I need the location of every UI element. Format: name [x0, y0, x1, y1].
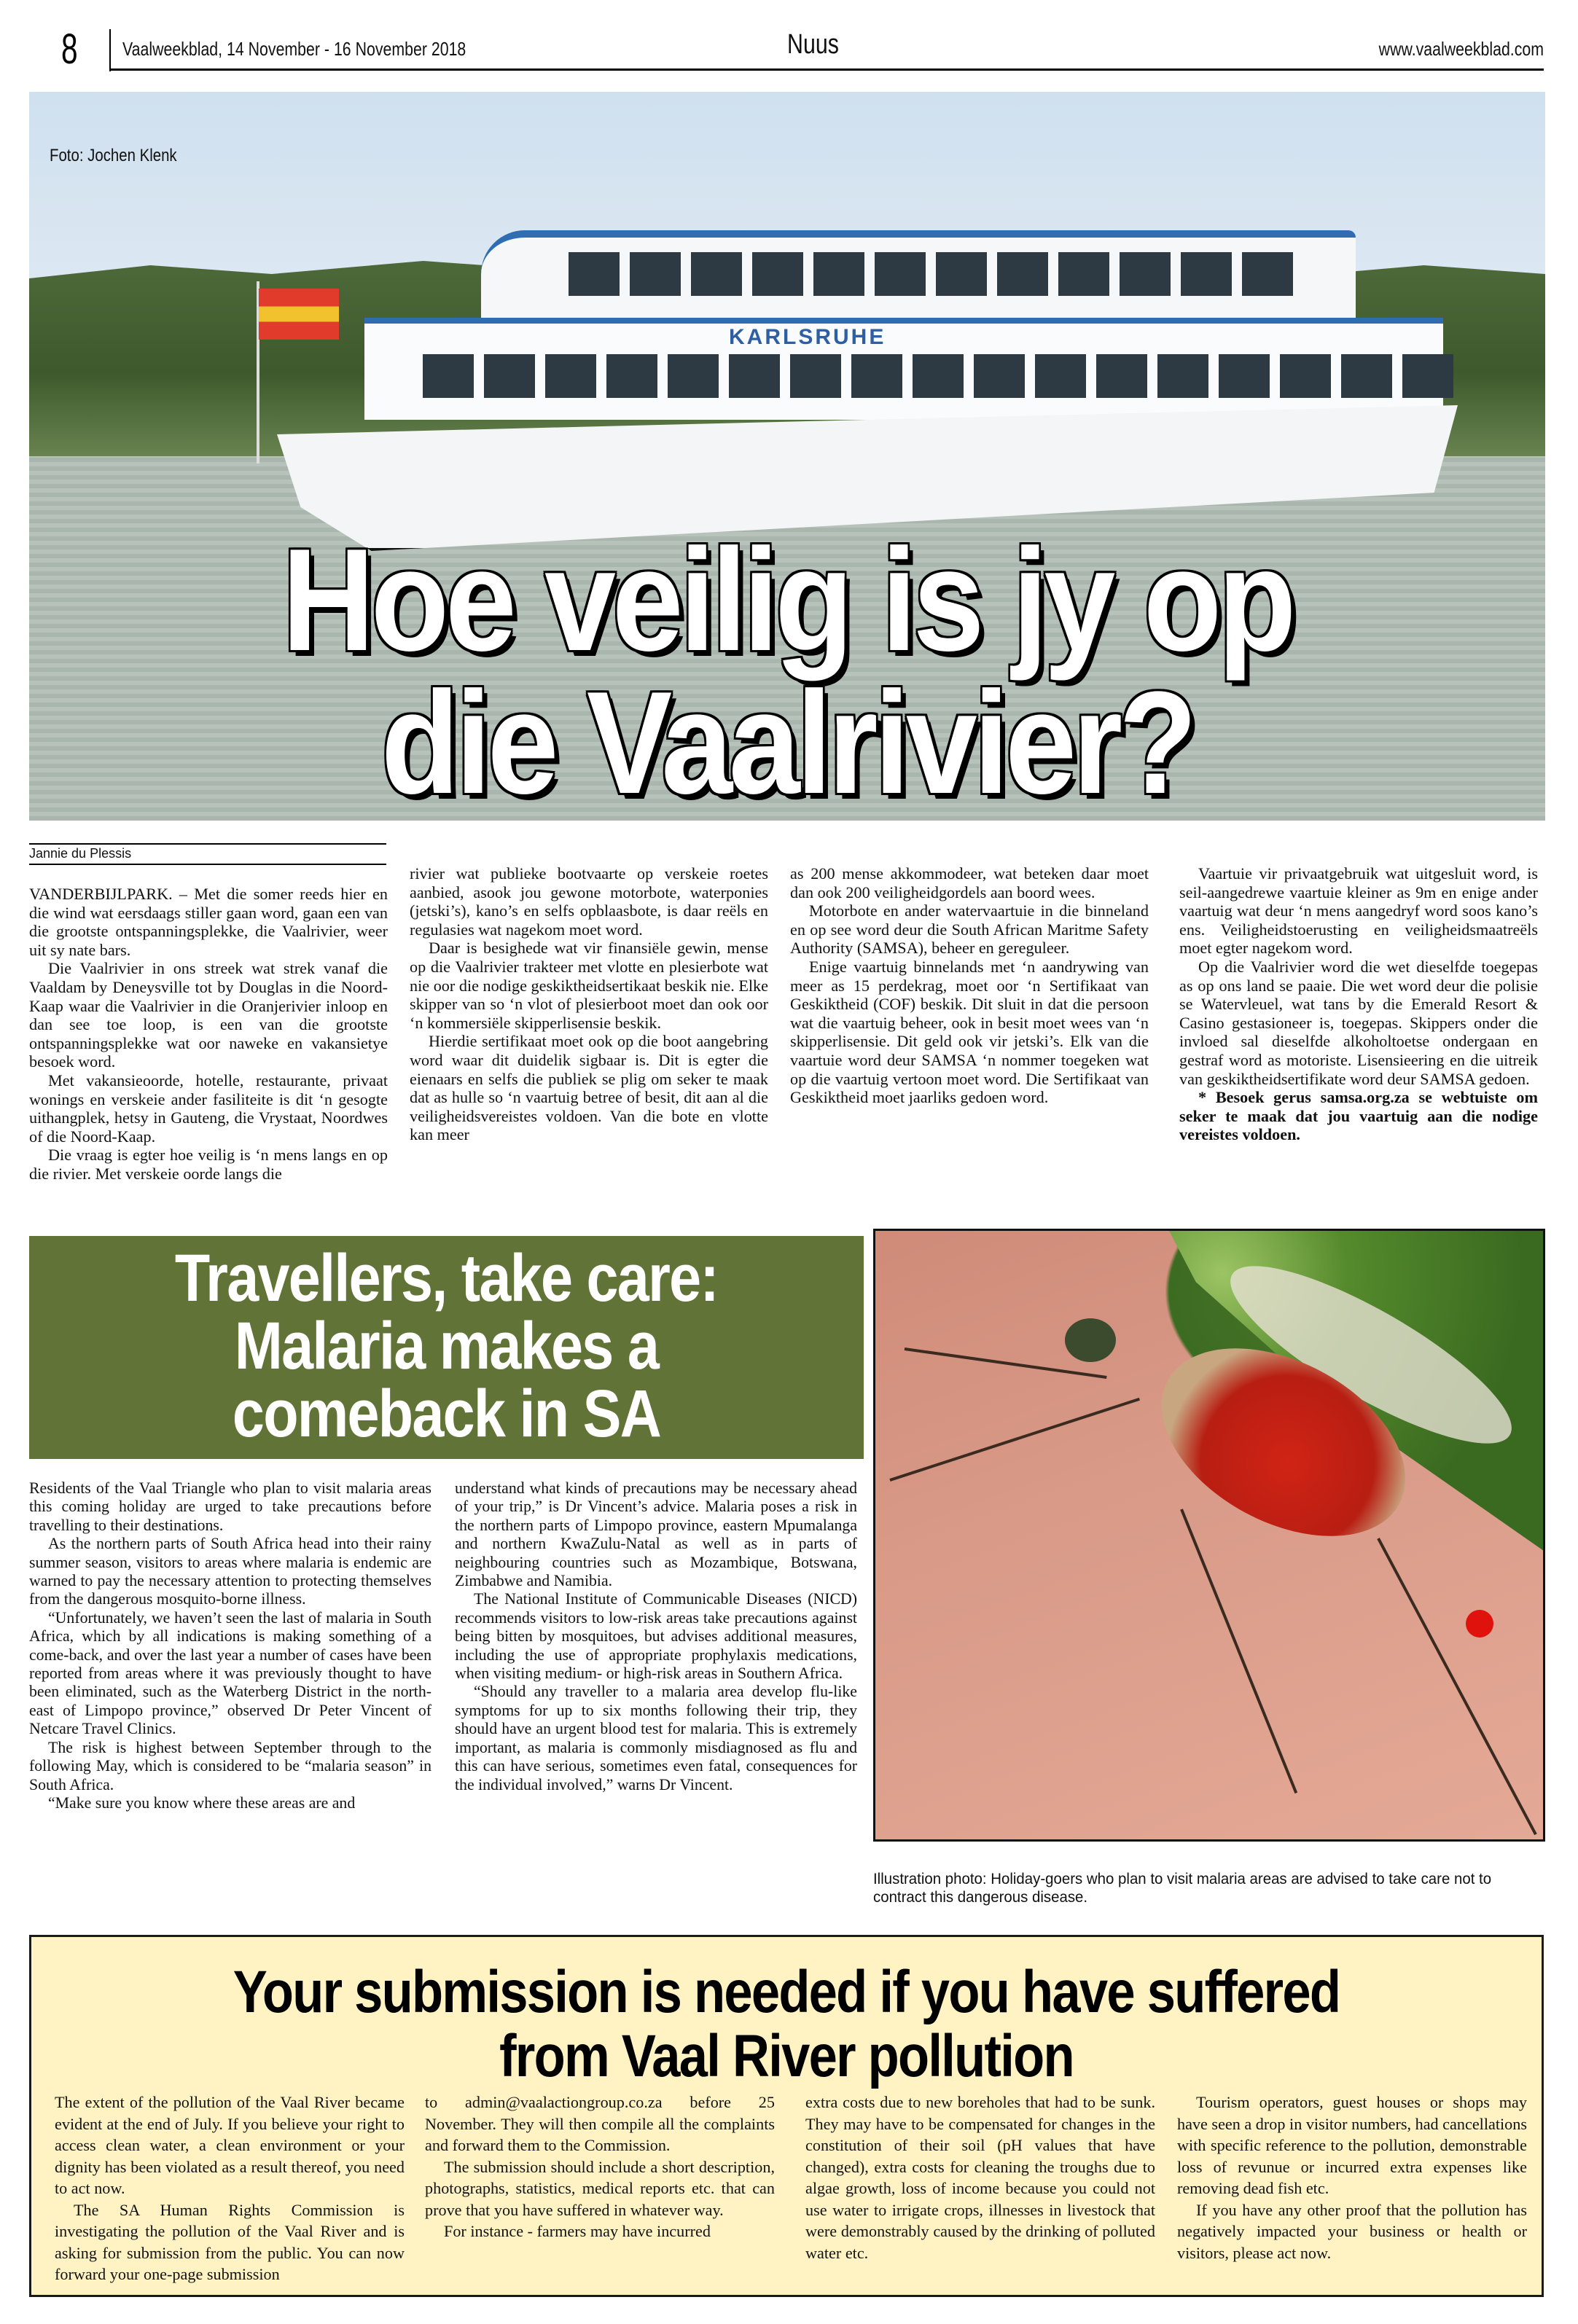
article1-column-2: rivier wat publieke bootvaarte op verskeie roetes aanbied, asook jou gewone motorbote, waterponies (jetski’s), kano’s en selfs opblaasbote, is daar reëls en regulasies wat nagekom moet word. Daar is besighede wat vir finansiële gewin, mense op die Vaalrivier trakteer met vlotte en plesierbote wat nie oor die nodige geskiktheidsertikaat beskik nie. Elke skipper van so ‘n vlot of plesierboot moet dan ook oor ‘n kommersiële skipperlisensie beskik. Hierdie sertifikaat moet ook op die boot aangebring word waar dit duidelik sigbaar is. Dit is egter die eienaars en selfs die publiek se plig om seker te maak dat as hulle so ‘n vaartuig betree of besit, dit aan al die veiligheidsvereistes voldoen. Van die bote en vlotte kan meer — [410, 864, 768, 1144]
page-number: 8 — [61, 26, 78, 73]
boat-main-windows — [423, 354, 1453, 398]
publication-date: Vaalweekblad, 14 November - 16 November 2018 — [122, 38, 466, 60]
header-rule — [111, 69, 1544, 71]
article2-headline-box — [29, 1236, 864, 1459]
header-divider — [109, 29, 111, 71]
article1-body — [29, 864, 1545, 1214]
article2-body — [29, 1479, 860, 1887]
blood-drop — [1466, 1610, 1493, 1638]
article3-headline: Your submission is needed if you have suffered from Vaal River pollution — [233, 1959, 1340, 2089]
article3-column-2: to admin@vaalactiongroup.co.za before 25 November. They will then compile all the complaints and forward them to the Commission. The submission should include a short description, photographs, statistics, medical reports etc. that can prove that you have suffered in whatever way. For instance - farmers may have incurred — [425, 2093, 775, 2240]
article2-headline: Travellers, take care: Malaria makes a comeback in SA — [174, 1241, 719, 1451]
article2-column-2: understand what kinds of precautions may be necessary ahead of your trip,” is Dr Vincent’s advice. Malaria poses a risk in the northern parts of Limpopo province, eastern Mpumalanga and northern KwaZulu-Natal as well as in parts of neighbouring countries such as Mozambique, Botswana, Zimbabwe and Namibia. The National Institute of Communicable Diseases (NICD) recommends visitors to low-risk areas take precautions against being bitten by mosquitoes, but advises additional measures, including the use of appropriate prophylaxis medications, when visiting medium- or high-risk areas in Southern Africa. “Should any traveller to a malaria area develop flu-like symptoms for up to six months following their trip, they should have an urgent blood test for malaria. This is extremely important, as malaria is commonly misdiagnosed as flu and this can have serious, sometimes even fatal, consequences for the individual involved,” warns Dr Vincent. — [455, 1479, 857, 1793]
article3-column-3: extra costs due to new boreholes that had to be sunk. They may have to be compensated for changes in the constitution of their soil (pH values that have changed), extra costs for cleaning the troughs due to algae growth, loss of income because you could not use water to irrigate crops, illnesses in livestock that were demonstrably caused by the drinking of polluted water etc. — [805, 2093, 1155, 2262]
boat-photo — [29, 92, 1545, 821]
mosquito-photo — [873, 1229, 1545, 1842]
samsa-note: * Besoek gerus samsa.org.za se webtuiste om seker te maak dat jou vaartuig aan die nodige vereistes voldoen. — [1179, 1088, 1538, 1144]
article3-box — [29, 1935, 1544, 2297]
article1-column-4: Vaartuie vir privaatgebruik wat uitgesluit word, is seil-aangedrewe vaartuie kleiner as 9m en enige ander vaartuig wat deur ‘n mens aangedryf word soos kano’s ens. Veiligheidstoerusting en veiligheidsmaatreëls moet egter nagekom word. Op die Vaalrivier word die wet dieselfde toegepas as op ons land se paaie. Die wet word deur die polisie se Watervleuel, wat tans by die Emerald Resort & Casino gestasioneer is, toegepas. Skippers onder die invloed sal dieselfde alkoholtoetse ondergaan en gestraf word as motoriste. Lisensieering en die uitreik van geskiktheidsertifikate word deur SAMSA gedoen. * Besoek gerus samsa.org.za se webtuiste om seker te maak dat jou vaartuig aan die nodige vereistes voldoen. — [1179, 864, 1538, 1144]
article1-column-1: VANDERBIJLPARK. – Met die somer reeds hier en die wind wat eersdaags stiller gaan word, gaan een van die grootste ontspanningsplekke, die Vaalrivier, weer uit sy nate bars. Die Vaalrivier in ons streek wat strek vanaf die Vaaldam by Deneysville tot by Douglas in die Noord-Kaap waar die Vaalrivier in die Oranjerivier inloop en dan see toe loop, is een van die grootste ontspanningsplekke wat oor naweke en vakansietye besoek word. Met vakansieoorde, hotelle, restaurante, privaat wonings en verskeie ander fasiliteite is dit ‘n gesogte uithangplek, hetsy in Gauteng, die Vrystaat, Noordwes of die Noord-Kaap. Die vraag is egter hoe veilig is ‘n mens langs en op die rivier. Met verskeie oorde langs die — [29, 885, 388, 1183]
passenger-boat — [262, 201, 1465, 566]
section-name: Nuus — [787, 29, 839, 60]
boat-name: KARLSRUHE — [729, 325, 886, 349]
photo-credit: Foto: Jochen Klenk — [50, 146, 177, 165]
photo-caption: Illustration photo: Holiday-goers who plan to visit malaria areas are advised to take care not to contract this dangerous disease. — [873, 1870, 1492, 1906]
boat-upper-windows — [569, 252, 1293, 296]
mosquito-head — [1065, 1318, 1116, 1362]
article2-column-1: Residents of the Vaal Triangle who plan to visit malaria areas this coming holiday are urged to take precautions before travelling to their destinations. As the northern parts of South Africa head into their rainy summer season, visitors to areas where malaria is endemic are warned to pay the necessary attention to protecting themselves from the dangerous mosquito-borne illness. “Unfortunately, we haven’t seen the last of malaria in South Africa, which by all indications is making something of a come-back, and over the last year a number of cases have been reported from areas where it was previously thought to have been eliminated, such as the Waterberg District in the north-east of Limpopo province,” observed Dr Peter Vincent of Netcare Travel Clinics. The risk is highest between September through to the following May, which is considered to be “malaria season” in South Africa. “Make sure you know where these areas are and — [29, 1479, 431, 1812]
article3-column-4: Tourism operators, guest houses or shops may have seen a drop in visitor numbers, had cancellations with specific reference to the pollution, demonstrable loss of revunue or incurred extra expenses like removing dead fish etc. If you have any other proof that the pollution has negatively impacted your business or health or visitors, please act now. — [1177, 2093, 1527, 2262]
website-link[interactable]: www.vaalweekblad.com — [1378, 38, 1544, 60]
byline: Jannie du Plessis — [29, 843, 386, 865]
page-header — [51, 26, 1544, 73]
article1-headline: Hoe veilig is jy op die Vaalrivier? — [281, 519, 1293, 821]
article1-column-3: as 200 mense akkommodeer, wat beteken daar moet dan ook 200 veiligheidgordels aan boord wees. Motorbote en ander watervaartuie in die binneland en op see word deur die South African Maritme Safety Authority (SAMSA), beheer en gereguleer. Enige vaartuig binnelands met ‘n aandrywing van meer as 15 perdekrag, moet oor ‘n Sertifikaat van Geskiktheid (COF) beskik. Dit sluit in dat die persoon wat die vaartuig beheer, ook in besit moet wees van ‘n skipperlisensie. Dit geld ook vir jetski’s. Elk van die vaartuie word deur SAMSA ‘n nommer toegeken wat op die vaartuig vertoon moet word. Die Sertifikaat van Geskiktheid moet jaarliks gedoen word. — [790, 864, 1149, 1107]
article3-column-1: The extent of the pollution of the Vaal River became evident at the end of July. If you believe your right to access clean water, a clean environment or your dignity has been violated as a result thereof, you need to act now. The SA Human Rights Commission is investigating the pollution of the Vaal River and is asking for submission from the public. You can now forward your one-page submission — [55, 2093, 405, 2283]
